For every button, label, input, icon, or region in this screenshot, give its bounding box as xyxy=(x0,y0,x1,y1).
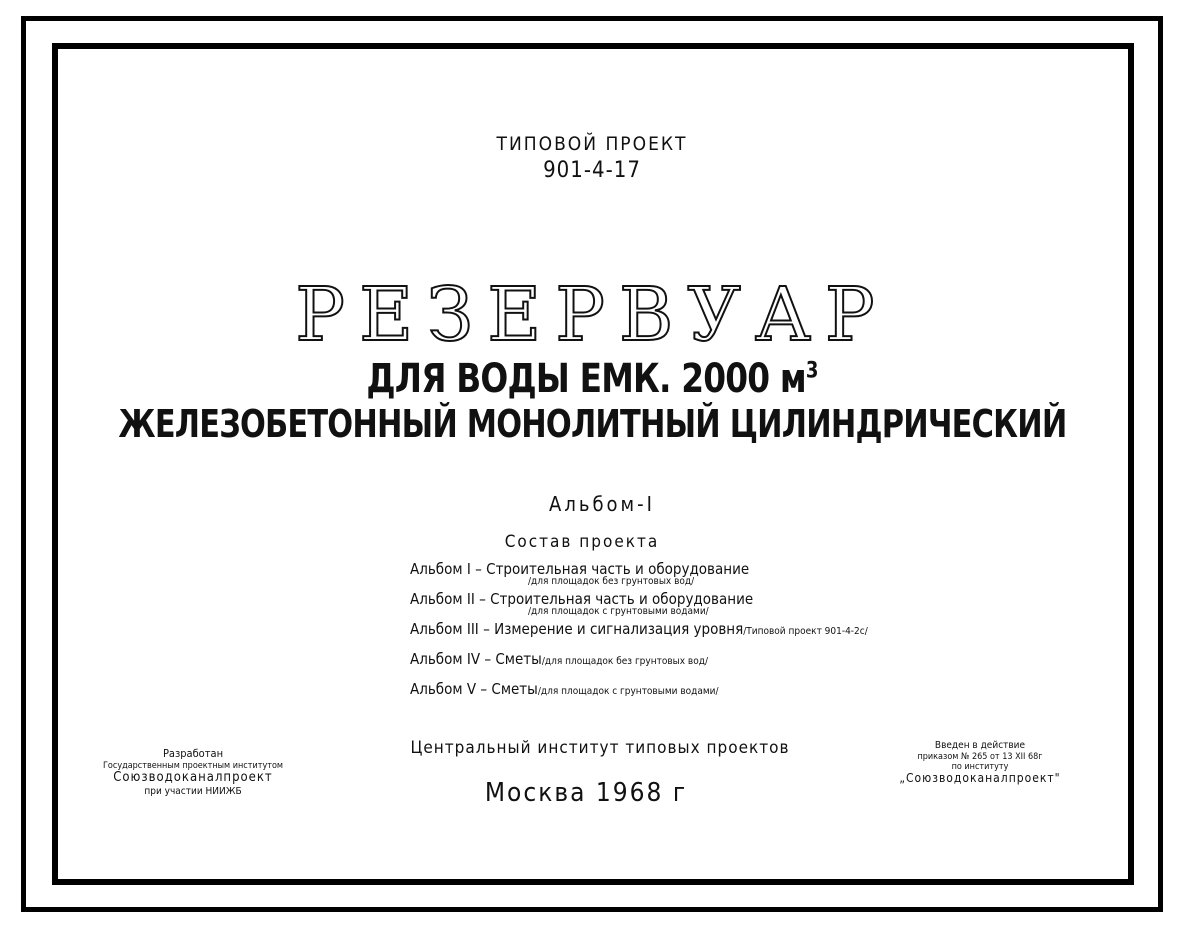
developer-line-1: Разработан xyxy=(162,747,224,760)
enacted-block xyxy=(880,740,1080,786)
album-3-tail: /Типовой проект 901-4-2с/ xyxy=(743,626,868,637)
album-5-line xyxy=(410,680,1010,698)
list-item xyxy=(410,560,1010,590)
subtitle-capacity xyxy=(107,356,1078,402)
list-item xyxy=(410,680,1010,710)
main-title: РЕЗЕРВУАР xyxy=(295,272,889,358)
album-4-tail: /для площадок без грунтовых вод/ xyxy=(541,656,708,667)
project-number: 901-4-17 xyxy=(543,158,641,183)
institute-name: Центральный институт типовых проектов xyxy=(410,738,790,758)
list-item xyxy=(410,590,1010,620)
enacted-line-3: по институту xyxy=(951,761,1009,772)
series-label: ТИПОВОЙ ПРОЕКТ xyxy=(496,133,688,155)
developer-line-2: Государственным проектным институтом xyxy=(102,760,284,771)
enacted-line-4: „Союзводоканалпроект" xyxy=(899,771,1061,786)
album-1-title: Альбом I – Строительная часть и оборудование xyxy=(410,560,750,578)
city-year: Москва 1968 г xyxy=(484,778,688,808)
album-list xyxy=(410,560,1010,710)
enacted-line-2: приказом № 265 от 13 XII 68г xyxy=(917,751,1043,762)
developer-block xyxy=(78,748,308,797)
album-2-note: /для площадок с грунтовыми водами/ xyxy=(528,606,709,617)
subtitle-type: ЖЕЛЕЗОБЕТОННЫЙ МОНОЛИТНЫЙ ЦИЛИНДРИЧЕСКИЙ xyxy=(118,402,1067,446)
album-5-tail: /для площадок с грунтовыми водами/ xyxy=(537,686,719,697)
subtitle-capacity-unit-sup: 3 xyxy=(805,358,818,384)
album-3-title: Альбом III – Измерение и сигнализация уровня xyxy=(410,620,744,638)
album-3-line xyxy=(410,620,1010,638)
album-1-note: /для площадок без грунтовых вод/ xyxy=(528,576,695,587)
developer-line-3: Союзводоканалпроект xyxy=(113,769,273,785)
list-item xyxy=(410,650,1010,680)
album-4-line xyxy=(410,650,1010,668)
album-4-title: Альбом IV – Сметы xyxy=(410,650,542,668)
composition-heading: Состав проекта xyxy=(504,532,660,552)
album-2-title: Альбом II – Строительная часть и оборудование xyxy=(410,590,754,608)
album-5-title: Альбом V – Сметы xyxy=(410,680,538,698)
subtitle-capacity-text: ДЛЯ ВОДЫ ЕМК. 2000 м xyxy=(366,356,806,402)
enacted-line-1: Введен в действие xyxy=(934,740,1026,751)
developer-line-4: при участии НИИЖБ xyxy=(144,785,242,797)
album-number: Альбом-I xyxy=(549,492,655,516)
list-item xyxy=(410,620,1010,650)
